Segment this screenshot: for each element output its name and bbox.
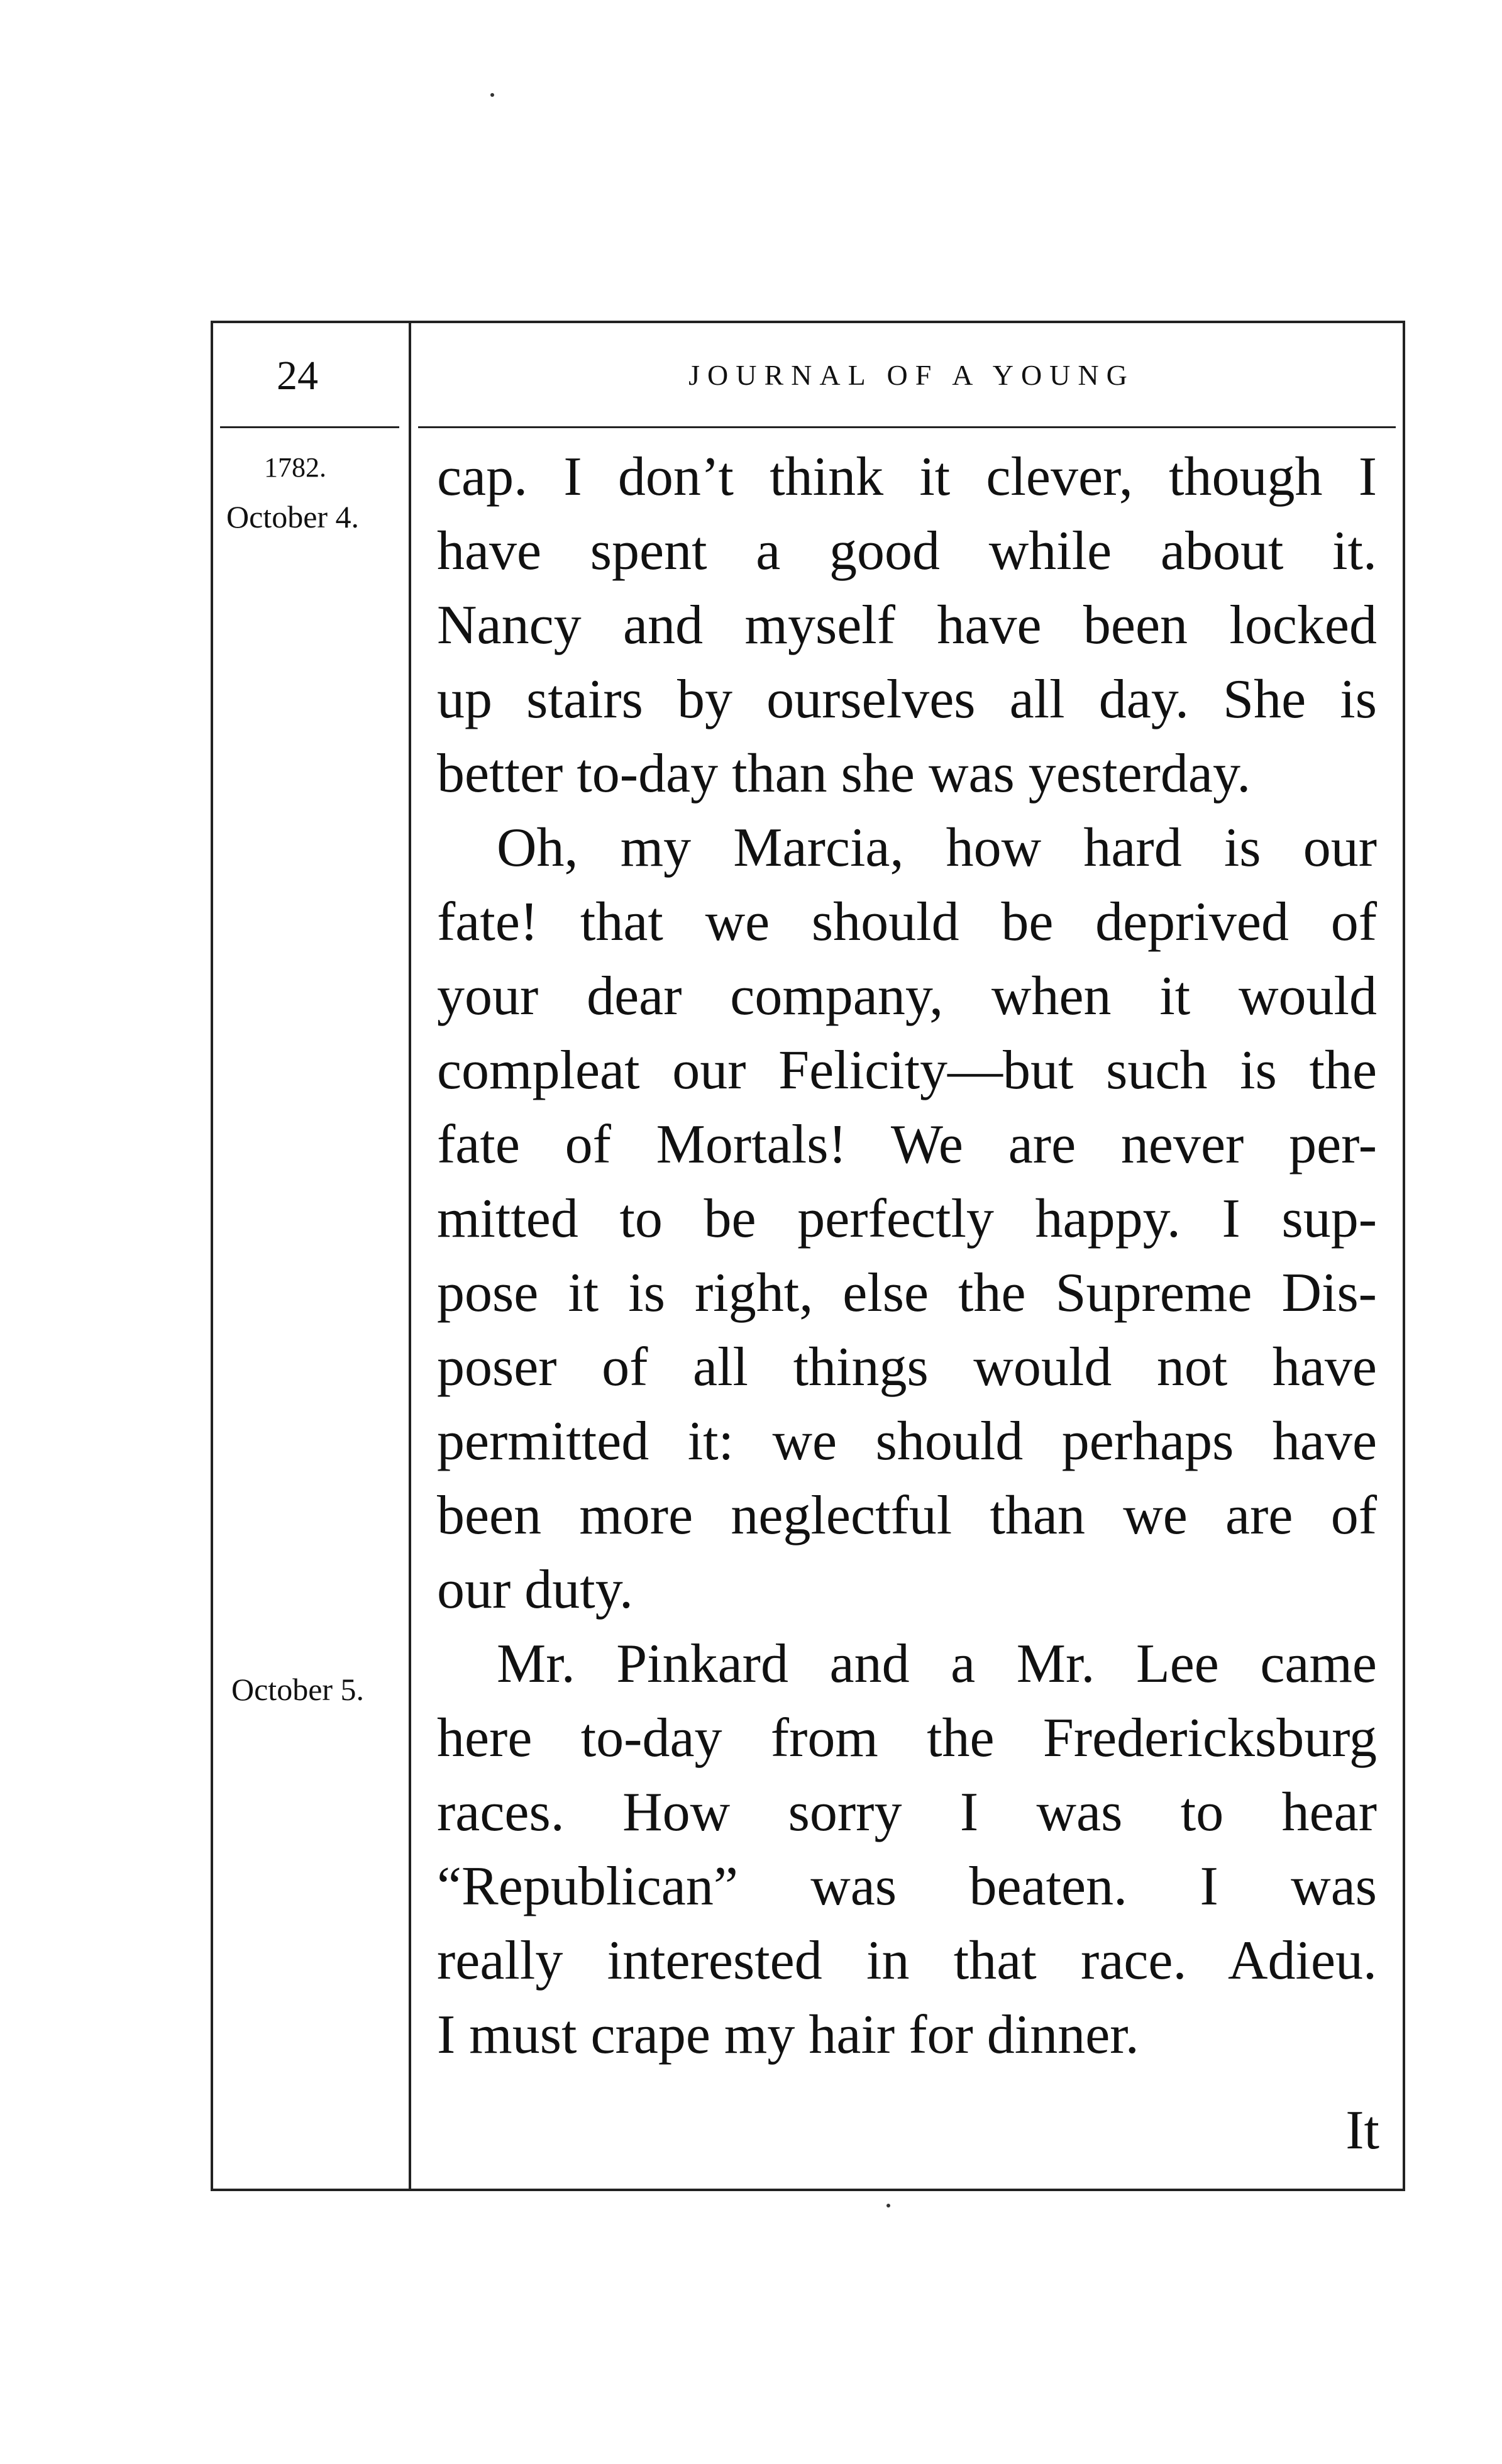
margin-date-october-5: October 5. [231, 1672, 365, 1707]
running-title: JOURNAL OF A YOUNG [688, 359, 1135, 391]
text-line: better to-day than she was yesterday. [437, 743, 1251, 804]
text-line: compleat our Felicity—but such is the [437, 1040, 1377, 1101]
text-line: permitted it: we should perhaps have [437, 1411, 1377, 1472]
text-line: fate of Mortals! We are never per- [437, 1114, 1377, 1175]
print-speck [886, 2204, 890, 2207]
text-line: your dear company, when it would [437, 966, 1377, 1027]
text-line: cap. I don’t think it clever, though I [437, 446, 1377, 507]
text-line: poser of all things would not have [437, 1337, 1377, 1398]
text-line: been more neglectful than we are of [437, 1485, 1377, 1546]
column-divider [409, 321, 411, 2191]
text-line: have spent a good while about it. [437, 521, 1377, 582]
text-line: Mr. Pinkard and a Mr. Lee came [497, 1633, 1377, 1694]
text-line: here to-day from the Fredericksburg [437, 1708, 1377, 1769]
text-line: Nancy and myself have been locked [437, 595, 1377, 656]
margin-year: 1782. [264, 452, 326, 483]
text-line: Oh, my Marcia, how hard is our [497, 817, 1377, 878]
text-line: races. How sorry I was to hear [437, 1782, 1377, 1843]
text-line: really interested in that race. Adieu. [437, 1930, 1377, 1991]
text-line: fate! that we should be deprived of [437, 892, 1377, 953]
margin-date-october-4: October 4. [226, 499, 360, 534]
print-speck [490, 93, 494, 97]
text-line: “Republican” was beaten. I was [437, 1856, 1377, 1917]
catchword: It [1345, 2100, 1379, 2161]
text-line: up stairs by ourselves all day. She is [437, 669, 1377, 730]
text-line: I must crape my hair for dinner. [437, 2004, 1139, 2065]
text-line: mitted to be perfectly happy. I sup- [437, 1188, 1377, 1249]
text-line: pose it is right, else the Supreme Dis- [437, 1262, 1377, 1323]
margin-rule [220, 426, 399, 428]
text-line: our duty. [437, 1559, 634, 1620]
page-number: 24 [277, 353, 318, 399]
header-rule [418, 426, 1396, 428]
journal-text [437, 440, 1377, 2072]
